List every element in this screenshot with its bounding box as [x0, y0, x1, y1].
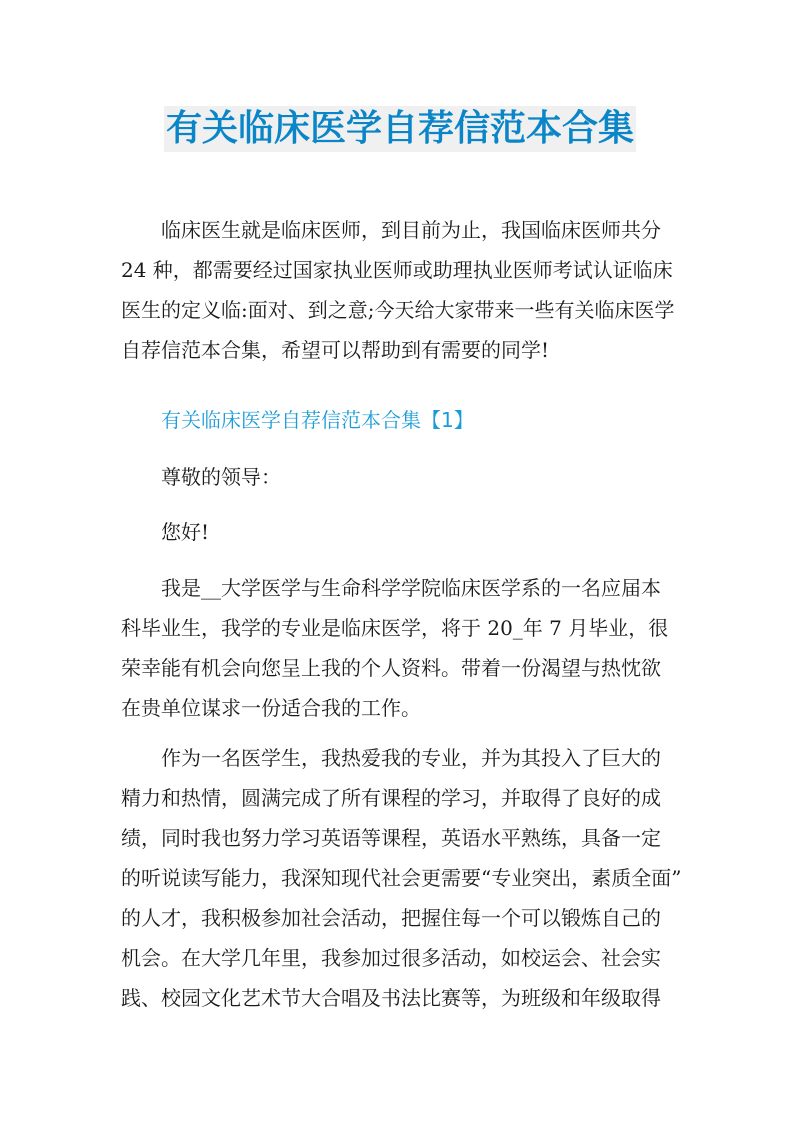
text-line: 机会。在大学几年里，我参加过很多活动，如校运会、社会实	[121, 946, 661, 970]
text-line: 的听说读写能力，我深知现代社会更需要“专业突出，素质全面”	[121, 866, 682, 890]
text-line: 临床医生就是临床医师，到目前为止，我国临床医师共分	[161, 218, 661, 242]
paragraph-2	[121, 738, 691, 1018]
text-line: 医生的定义临:面对、到之意;今天给大家带来一些有关临床医学	[121, 298, 675, 322]
intro-paragraph	[121, 210, 691, 370]
greeting-block	[121, 512, 691, 552]
text-line: 作为一名医学生，我热爱我的专业，并为其投入了巨大的	[161, 746, 661, 770]
section-heading-block	[121, 400, 691, 440]
title-container	[0, 106, 800, 152]
section-heading: 有关临床医学自荐信范本合集【1】	[161, 408, 474, 432]
text-line: 我是__大学医学与生命科学学院临床医学系的一名应届本	[161, 576, 661, 600]
salutation: 尊敬的领导：	[161, 465, 281, 489]
text-line: 荣幸能有机会向您呈上我的个人资料。带着一份渴望与热忱欲	[121, 656, 661, 680]
text-line: 科毕业生，我学的专业是临床医学，将于 20_年 7 月毕业，很	[121, 616, 669, 640]
document-title: 有关临床医学自荐信范本合集	[164, 106, 636, 152]
paragraph-1	[121, 568, 691, 728]
text-line: 在贵单位谋求一份适合我的工作。	[121, 696, 421, 720]
text-line: 24 种，都需要经过国家执业医师或助理执业医师考试认证临床	[121, 258, 673, 282]
salutation-block	[121, 457, 691, 497]
text-line: 精力和热情，圆满完成了所有课程的学习，并取得了良好的成	[121, 786, 661, 810]
text-line: 自荐信范本合集，希望可以帮助到有需要的同学!	[121, 338, 550, 362]
text-line: 践、校园文化艺术节大合唱及书法比赛等，为班级和年级取得	[121, 986, 661, 1010]
text-line: 绩，同时我也努力学习英语等课程，英语水平熟练，具备一定	[121, 826, 661, 850]
text-line: 的人才，我积极参加社会活动，把握住每一个可以锻炼自己的	[121, 906, 661, 930]
greeting: 您好!	[161, 520, 210, 544]
